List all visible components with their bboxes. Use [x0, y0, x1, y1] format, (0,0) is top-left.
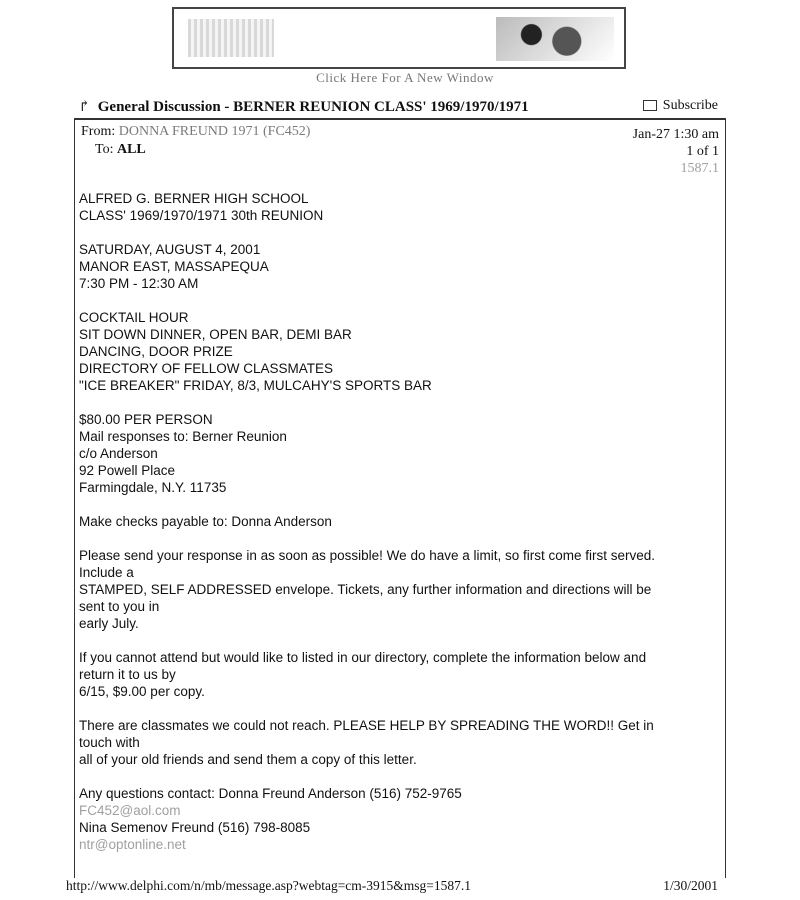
body-line: 92 Powell Place	[79, 463, 176, 478]
body-line: ALFRED G. BERNER HIGH SCHOOL	[79, 191, 309, 206]
body-line: sent to you in	[79, 599, 160, 614]
banner-ad[interactable]	[172, 7, 626, 69]
to-label: To:	[95, 142, 114, 157]
body-line: all of your old friends and send them a copy of this letter.	[79, 752, 417, 767]
email-link[interactable]: ntr@optonline.net	[79, 837, 186, 852]
banner-image-right	[496, 17, 614, 61]
email-link[interactable]: FC452@aol.com	[79, 803, 181, 818]
body-line: return it to us by	[79, 667, 176, 682]
to-line	[95, 142, 146, 158]
subscribe-label[interactable]: Subscribe	[662, 98, 718, 113]
checkbox-icon[interactable]	[643, 100, 657, 111]
from-label: From:	[81, 124, 116, 139]
body-line: DIRECTORY OF FELLOW CLASSMATES	[79, 361, 334, 376]
message-date: Jan-27 1:30 am	[632, 127, 719, 142]
event-block	[79, 241, 719, 292]
body-line: touch with	[79, 735, 140, 750]
body-line: CLASS' 1969/1970/1971 30th REUNION	[79, 208, 324, 223]
body-line: COCKTAIL HOUR	[79, 310, 189, 325]
body-line: Mail responses to: Berner Reunion	[79, 429, 287, 444]
price-address-block	[79, 411, 719, 496]
body-line: STAMPED, SELF ADDRESSED envelope. Tickets, any further information and directions will be	[79, 582, 652, 597]
contacts-block	[79, 785, 719, 853]
banner-image-left	[188, 19, 274, 57]
forum-name[interactable]: General Discussion -	[97, 99, 230, 115]
checks-block	[79, 513, 719, 530]
body-line: Farmingdale, N.Y. 11735	[79, 480, 227, 495]
body-line: early July.	[79, 616, 139, 631]
body-line: c/o Anderson	[79, 446, 158, 461]
body-line: MANOR EAST, MASSAPEQUA	[79, 259, 269, 274]
thread-title: BERNER REUNION CLASS' 1969/1970/1971	[233, 99, 529, 115]
body-line: DANCING, DOOR PRIZE	[79, 344, 233, 359]
body-line: Make checks payable to: Donna Anderson	[79, 514, 332, 529]
message-header	[78, 97, 718, 117]
body-line: SATURDAY, AUGUST 4, 2001	[79, 242, 261, 257]
body-line: $80.00 PER PERSON	[79, 412, 213, 427]
body-line: "ICE BREAKER" FRIDAY, 8/3, MULCAHY'S SPORTS BAR	[79, 378, 432, 393]
message-id[interactable]: 1587.1	[680, 161, 719, 176]
response-block	[79, 547, 719, 632]
features-block	[79, 309, 719, 394]
from-line	[81, 124, 310, 140]
body-line: Please send your response in as soon as possible! We do have a limit, so first come first served.	[79, 548, 656, 563]
directory-block	[79, 649, 719, 700]
print-date: 1/30/2001	[663, 878, 718, 893]
body-line: SIT DOWN DINNER, OPEN BAR, DEMI BAR	[79, 327, 352, 342]
from-value[interactable]: DONNA FREUND 1971 (FC452)	[118, 124, 311, 139]
contact-line: Nina Semenov Freund (516) 798-8085	[79, 820, 311, 835]
message-meta	[633, 126, 719, 177]
body-line: If you cannot attend but would like to listed in our directory, complete the information below and	[79, 650, 647, 665]
contact-line: Any questions contact: Donna Freund Anderson (516) 752-9765	[79, 786, 462, 801]
body-line: 7:30 PM - 12:30 AM	[79, 276, 199, 291]
message-panel	[74, 118, 726, 878]
school-block	[79, 190, 719, 224]
new-window-link[interactable]: Click Here For A New Window	[316, 70, 494, 85]
subscribe-button[interactable]	[643, 98, 718, 114]
reply-arrow-icon[interactable]: ↱	[78, 99, 91, 115]
body-line: There are classmates we could not reach. PLEASE HELP BY SPREADING THE WORD!! Get in	[79, 718, 654, 733]
print-footer	[66, 878, 718, 894]
body-line: Include a	[79, 565, 134, 580]
page-url: http://www.delphi.com/n/mb/message.asp?webtag=cm-3915&msg=1587.1	[66, 878, 472, 893]
message-body	[79, 190, 719, 870]
to-value: ALL	[116, 142, 146, 157]
message-position: 1 of 1	[686, 144, 719, 159]
spread-block	[79, 717, 719, 768]
body-line: 6/15, $9.00 per copy.	[79, 684, 205, 699]
